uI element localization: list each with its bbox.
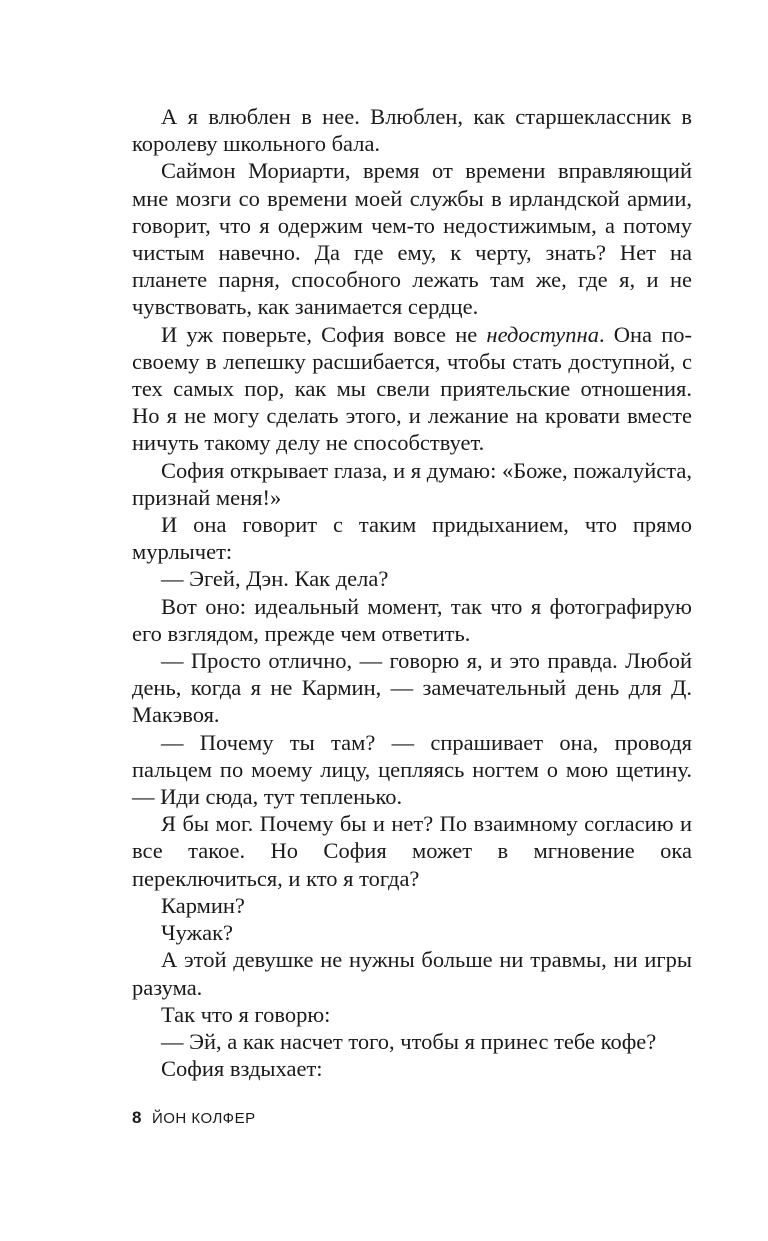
page-footer <box>132 1108 256 1128</box>
dialogue-line: — Просто отлично, — говорю я, и это правда. Любой день, когда я не Кармин, — замечательный день для Д. Макэвоя. <box>132 648 692 728</box>
dialogue-line: — Эгей, Дэн. Как дела? <box>161 566 389 592</box>
dialogue-line: — Почему ты там? — спрашивает она, проводя пальцем по моему лицу, цепляясь ногтем о мою щетину. — Иди сюда, тут тепленько. <box>132 729 692 810</box>
paragraph: Саймон Мориарти, время от времени вправляющий мне мозги со времени моей службы в ирландской армии, говорит, что я одержим чем-то недостижимым, а потому чистым навечно. Да где ему, к черту, знать? Нет на планете парня, способного лежать там же, где я, и не чувствовать, как занимается сердце. <box>132 158 692 320</box>
paragraph <box>132 321 692 457</box>
paragraph: Я бы мог. Почему бы и нет? По взаимному согласию и все такое. Но София может в мгновение ока переключиться, и кто я тогда? <box>132 811 692 891</box>
emphasis-text: недоступна <box>486 321 599 347</box>
paragraph-text: И уж поверьте, София вовсе не <box>161 321 487 347</box>
paragraph: София вздыхает: <box>161 1056 323 1082</box>
paragraph: София открывает глаза, и я думаю: «Боже, пожалуйста, признай меня!» <box>132 457 692 510</box>
dialogue-line: — Эй, а как насчет того, чтобы я принес тебе кофе? <box>161 1028 657 1054</box>
paragraph: Так что я говорю: <box>161 1001 331 1027</box>
body-text <box>132 103 692 1082</box>
paragraph: А этой девушке не нужны больше ни травмы, ни игры разума. <box>132 947 692 1000</box>
page-number: 8 <box>132 1108 142 1127</box>
paragraph: Чужак? <box>161 920 234 946</box>
paragraph-text: . Она по-своему в лепешку расшибается, чтобы стать доступной, с тех самых пор, как мы свели приятельские отношения. Но я не могу сделать этого, и лежание на кровати вместе ничуть такому делу не способствует. <box>132 321 692 456</box>
paragraph: Вот оно: идеальный момент, так что я фотографирую его взглядом, прежде чем ответить. <box>132 593 692 646</box>
paragraph: И она говорит с таким придыханием, что прямо мурлычет: <box>132 512 692 565</box>
running-head: ЙОН КОЛФЕР <box>151 1110 256 1127</box>
paragraph: Кармин? <box>161 892 245 918</box>
paragraph: А я влюблен в нее. Влюблен, как старшеклассник в королеву школьного бала. <box>132 104 692 157</box>
